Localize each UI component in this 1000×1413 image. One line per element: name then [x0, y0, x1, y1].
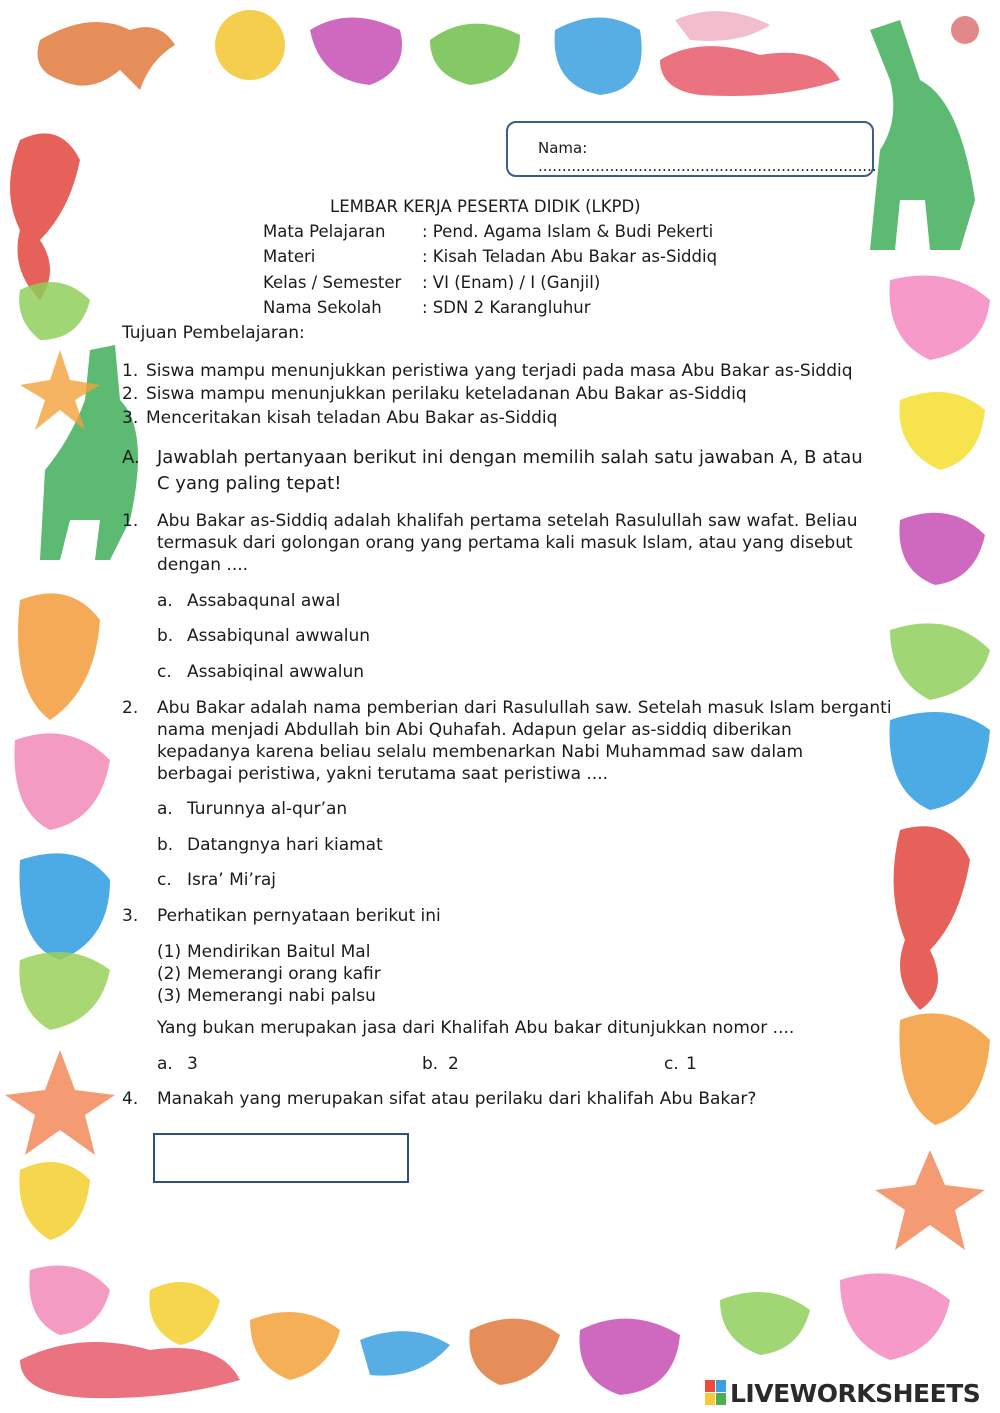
elephant-icon — [580, 1319, 681, 1395]
seahorse-icon — [894, 826, 970, 1010]
section-instruction: C yang paling tepat! — [157, 473, 342, 494]
option-letter: a. — [157, 591, 173, 611]
caterpillar-icon — [660, 46, 840, 96]
cow-icon — [890, 276, 991, 361]
bird-icon — [899, 513, 985, 585]
field-value-school: : SDN 2 Karangluhur — [422, 298, 591, 317]
balloon-icon — [149, 1282, 220, 1345]
balloon-icon — [900, 392, 986, 470]
question-text: Perhatikan pernyataan berikut ini — [157, 906, 441, 926]
question-text: berbagai peristiwa, yakni terutama saat peristiwa .... — [157, 764, 609, 784]
objective-text: Siswa mampu menunjukkan perilaku keteladanan Abu Bakar as-Siddiq — [146, 384, 747, 404]
kangaroo-icon — [38, 22, 176, 90]
pig-icon — [29, 1266, 110, 1336]
objective-text: Menceritakan kisah teladan Abu Bakar as-Siddiq — [146, 408, 558, 428]
bird-icon — [250, 1312, 340, 1380]
question-text: kepadanya karena beliau selalu membenarkan Nabi Muhammad saw dalam — [157, 742, 804, 762]
section-instruction: Jawablah pertanyaan berikut ini dengan memilih salah satu jawaban A, B atau — [157, 447, 863, 468]
question-text: dengan .... — [157, 555, 249, 575]
statement-text: Memerangi orang kafir — [187, 964, 381, 984]
objectives-heading: Tujuan Pembelajaran: — [122, 323, 305, 343]
statement-number: (3) — [157, 986, 182, 1006]
bird-icon — [720, 1292, 810, 1355]
bird-icon — [19, 282, 90, 340]
question-text: Abu Bakar adalah nama pemberian dari Rasulullah saw. Setelah masuk Islam berganti — [157, 698, 892, 718]
option-text[interactable]: Turunnya al-qur’an — [187, 799, 348, 819]
question-text: nama menjadi Abdullah bin Abi Quhafah. Adapun gelar as-siddiq diberikan — [157, 720, 792, 740]
flower-icon — [951, 16, 979, 44]
option-text[interactable]: Isra’ Mi’raj — [187, 870, 277, 890]
question-number: 3. — [122, 906, 139, 926]
bird-icon — [215, 10, 285, 80]
field-value-material: : Kisah Teladan Abu Bakar as-Siddiq — [422, 247, 718, 266]
statement-number: (2) — [157, 964, 182, 984]
option-letter: b. — [157, 835, 174, 855]
option-text[interactable]: Assabiqunal awwalun — [187, 626, 371, 646]
question-text: termasuk dari golongan orang yang pertama kali masuk Islam, atau yang disebut — [157, 533, 853, 553]
starfish-icon — [5, 1050, 115, 1155]
section-letter: A. — [122, 447, 140, 468]
starfish-icon — [875, 1150, 985, 1250]
question-number: 4. — [122, 1089, 139, 1109]
option-text[interactable]: Assabiqinal awwalun — [187, 662, 365, 682]
field-label-class: Kelas / Semester — [263, 273, 402, 292]
bird-icon — [19, 952, 110, 1030]
option-letter: b. — [157, 626, 174, 646]
name-label: Nama: ....................................................................... — [538, 139, 877, 175]
kangaroo-icon — [469, 1319, 560, 1385]
page-title: LEMBAR KERJA PESERTA DIDIK (LKPD) — [330, 197, 641, 216]
option-text[interactable]: Assabaqunal awal — [187, 591, 341, 611]
field-label-material: Materi — [263, 247, 316, 266]
cat-icon — [18, 593, 100, 720]
option-text[interactable]: Datangnya hari kiamat — [187, 835, 383, 855]
pig-icon — [14, 733, 110, 830]
caterpillar-icon — [20, 1342, 240, 1398]
fish-icon — [360, 1331, 450, 1376]
name-field[interactable] — [506, 121, 877, 177]
objective-number: 2. — [122, 384, 139, 404]
statement-text: Mendirikan Baitul Mal — [187, 942, 371, 962]
question-text: Abu Bakar as-Siddiq adalah khalifah pertama setelah Rasulullah saw wafat. Beliau — [157, 511, 858, 531]
field-label-school: Nama Sekolah — [263, 298, 382, 317]
balloon-icon — [19, 1162, 90, 1240]
cow-icon — [840, 1273, 950, 1360]
option-letter: c. — [157, 870, 172, 890]
giraffe-icon — [870, 20, 975, 250]
option-letter: a. — [157, 1054, 173, 1074]
option-letter: c. — [157, 662, 172, 682]
question-number: 1. — [122, 511, 139, 531]
option-letter: b. — [422, 1054, 439, 1074]
elephant-icon — [890, 712, 991, 810]
answer-input-box[interactable] — [153, 1133, 409, 1183]
objective-number: 3. — [122, 408, 139, 428]
option-text[interactable]: 3 — [187, 1054, 198, 1074]
option-text[interactable]: 1 — [686, 1054, 697, 1074]
bird-icon — [890, 623, 990, 700]
question-number: 2. — [122, 698, 139, 718]
question-prompt: Yang bukan merupakan jasa dari Khalifah Abu bakar ditunjukkan nomor .... — [157, 1018, 795, 1038]
field-label-subject: Mata Pelajaran — [263, 222, 386, 241]
objective-text: Siswa mampu menunjukkan peristiwa yang terjadi pada masa Abu Bakar as-Siddiq — [146, 361, 853, 381]
option-letter: c. — [664, 1054, 679, 1074]
elephant-icon — [555, 18, 642, 96]
liveworksheets-brand: LIVEWORKSHEETS — [730, 1379, 981, 1408]
objective-number: 1. — [122, 361, 139, 381]
field-value-class: : VI (Enam) / I (Ganjil) — [422, 273, 601, 292]
field-value-subject: : Pend. Agama Islam & Budi Pekerti — [422, 222, 714, 241]
option-letter: a. — [157, 799, 173, 819]
statement-text: Memerangi nabi palsu — [187, 986, 376, 1006]
question-text: Manakah yang merupakan sifat atau perilaku dari khalifah Abu Bakar? — [157, 1089, 757, 1109]
fish-icon — [675, 11, 770, 41]
liveworksheets-logo-icon — [705, 1380, 727, 1406]
statement-number: (1) — [157, 942, 182, 962]
option-text[interactable]: 2 — [448, 1054, 459, 1074]
bird-icon — [430, 24, 520, 85]
cat-icon — [899, 1013, 990, 1125]
elephant-icon — [20, 853, 111, 960]
frog-icon — [310, 18, 402, 86]
seahorse-icon — [10, 133, 80, 300]
